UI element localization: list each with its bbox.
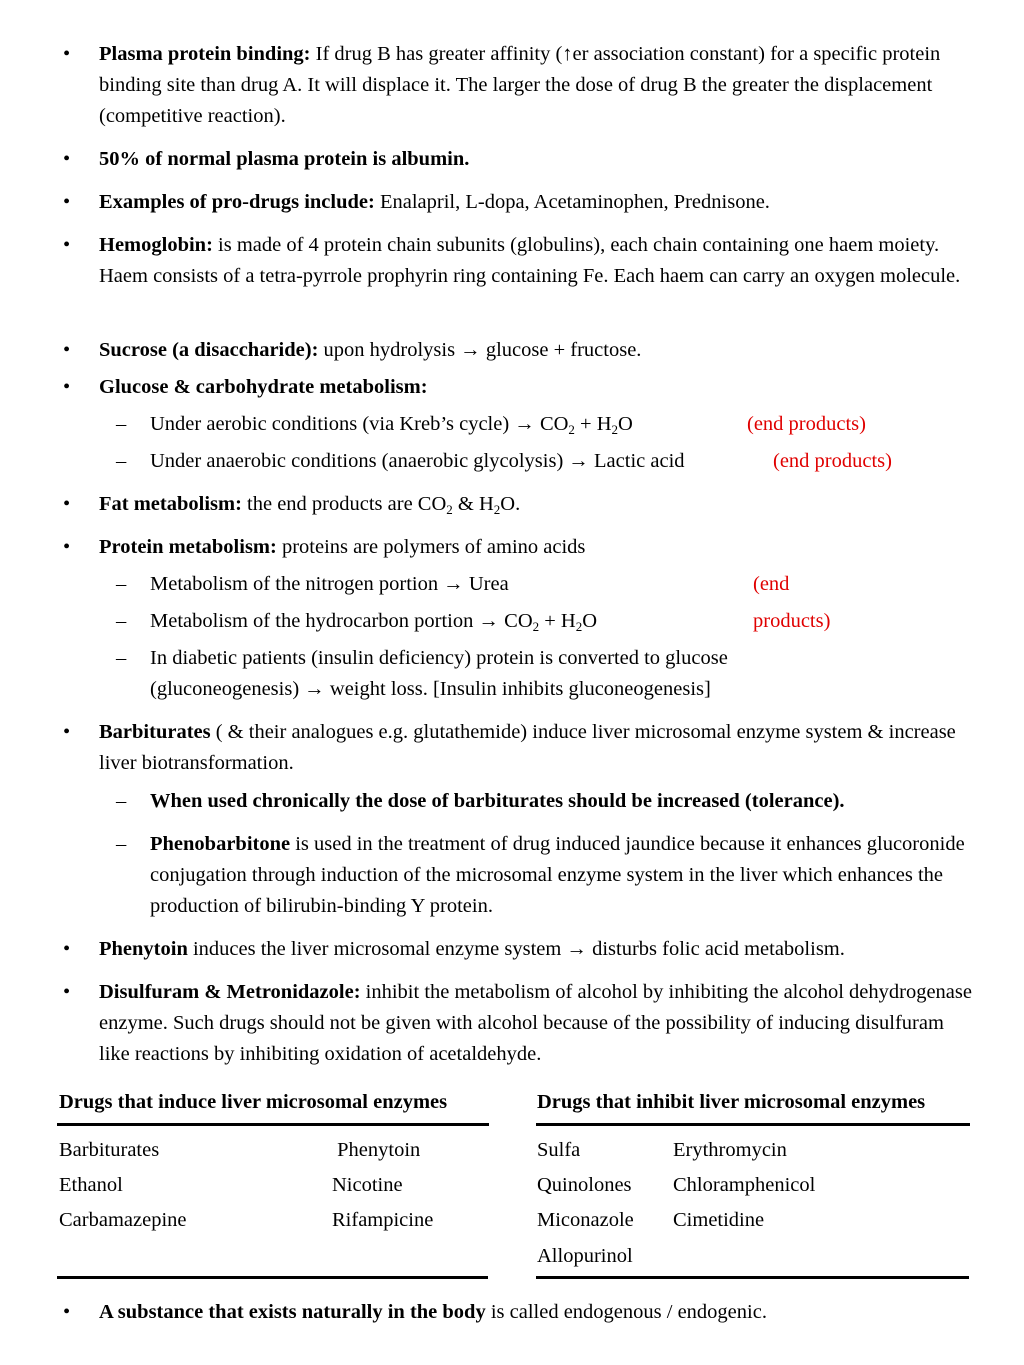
end-products-label: (end xyxy=(753,573,790,595)
dash-marker: – xyxy=(116,450,127,472)
bullet-marker: • xyxy=(63,493,71,515)
bullet-marker: • xyxy=(63,536,71,558)
end-products-label: (end products) xyxy=(773,450,892,472)
end-products-label: products) xyxy=(753,610,831,632)
sub-item-text: Phenobarbitone is used in the treatment of drug induced jaundice because it enhances glucoronide conjugation through induction of the microsomal enzyme system in the liver which enhances the production of bilirubin-binding Y protein. xyxy=(150,833,965,917)
table-cell: Sulfa xyxy=(537,1139,581,1161)
table-cell: Ethanol xyxy=(59,1174,123,1196)
sub-item-text: When used chronically the dose of barbiturates should be increased (tolerance). xyxy=(150,790,845,812)
dash-marker: – xyxy=(116,790,127,812)
dash-marker: – xyxy=(116,573,127,595)
up-arrow-icon: ↑ xyxy=(562,43,573,65)
bullet-text: Examples of pro-drugs include: Enalapril, L-dopa, Acetaminophen, Prednisone. xyxy=(99,191,770,213)
table-cell: Barbiturates xyxy=(59,1139,160,1161)
bullet-text: Disulfuram & Metronidazole: inhibit the metabolism of alcohol by inhibiting the alcohol dehydrogenase enzyme. Such drugs should not be given with alcohol because of the possibility of inducing disulfuram like reactions by inhibiting oxidation of acetaldehyde. xyxy=(99,981,972,1065)
bullet-text: Sucrose (a disaccharide): upon hydrolysis → glucose + fructose. xyxy=(99,339,642,361)
table-title: Drugs that inhibit liver microsomal enzymes xyxy=(537,1091,926,1113)
table-top-rule xyxy=(536,1123,970,1126)
table-cell: Cimetidine xyxy=(673,1209,765,1231)
bullet-marker: • xyxy=(63,43,71,65)
arrow-icon: → xyxy=(460,339,481,361)
arrow-icon: → xyxy=(568,450,589,472)
arrow-icon: → xyxy=(478,610,500,632)
table-cell: Nicotine xyxy=(332,1174,403,1196)
table-cell: Phenytoin xyxy=(332,1139,421,1161)
bullet-text: A substance that exists naturally in the body is called endogenous / endogenic. xyxy=(99,1301,767,1323)
bullet-marker: • xyxy=(63,234,71,256)
bullet-heading: Hemoglobin: xyxy=(99,234,213,256)
bullet-heading: Glucose & carbohydrate metabolism: xyxy=(99,376,428,398)
bullet-text: Hemoglobin: is made of 4 protein chain subunits (globulins), each chain containing one haem moiety. Haem consists of a tetra-pyrrole prophyrin ring containing Fe. Each haem can carry an oxygen molecule. xyxy=(99,234,961,287)
bullet-heading: Examples of pro-drugs include: xyxy=(99,191,375,213)
sub-item-text: Under anaerobic conditions (anaerobic glycolysis) → Lactic acid xyxy=(150,450,685,472)
bullet-marker: • xyxy=(63,1301,71,1323)
arrow-icon: → xyxy=(566,938,587,960)
table-cell: Chloramphenicol xyxy=(673,1174,816,1196)
bullet-heading: Protein metabolism: xyxy=(99,536,277,558)
bullet-text: Protein metabolism: proteins are polymers of amino acids xyxy=(99,536,586,558)
sub-item-heading: Phenobarbitone xyxy=(150,833,291,855)
bullet-text: Phenytoin induces the liver microsomal enzyme system → disturbs folic acid metabolism. xyxy=(99,938,845,960)
bullet-heading: Fat metabolism: xyxy=(99,493,242,515)
dash-marker: – xyxy=(116,833,127,855)
table-bottom-rule xyxy=(57,1276,488,1279)
bullet-text: Plasma protein binding: If drug B has greater affinity (↑er association constant) for a specific protein binding site than drug A. It will displace it. The larger the dose of drug B the greater the displacement (competitive reaction). xyxy=(99,43,941,127)
bullet-text: Fat metabolism: the end products are $CO_2$ & $H_2O$. xyxy=(99,493,521,517)
table-cell: Quinolones xyxy=(537,1174,632,1196)
bullet-heading: 50% of normal plasma protein is albumin. xyxy=(99,148,470,170)
table-cell: Miconazole xyxy=(537,1209,634,1231)
arrow-icon: → xyxy=(514,413,535,435)
table-bottom-rule xyxy=(536,1276,969,1279)
sub-item-text: Metabolism of the hydrocarbon portion → $CO_2 + H_2O$ xyxy=(150,610,598,634)
dash-marker: – xyxy=(116,413,127,435)
bullet-marker: • xyxy=(63,148,71,170)
bullet-heading: Sucrose (a disaccharide): xyxy=(99,339,319,361)
dash-marker: – xyxy=(116,610,127,632)
sub-item-text: Under aerobic conditions (via Kreb’s cycle) → $CO_2 + H_2O$ xyxy=(150,413,633,437)
bullet-heading: Plasma protein binding: xyxy=(99,43,311,65)
bullet-heading: Barbiturates xyxy=(99,721,211,743)
bullet-heading: Disulfuram & Metronidazole: xyxy=(99,981,361,1003)
sub-item-text: Metabolism of the nitrogen portion → Urea xyxy=(150,573,509,595)
table-title: Drugs that induce liver microsomal enzymes xyxy=(59,1091,448,1113)
arrow-icon: → xyxy=(443,573,464,595)
arrow-icon: → xyxy=(304,678,325,700)
table-top-rule xyxy=(57,1123,489,1126)
bullet-text xyxy=(99,372,979,403)
table-cell: Rifampicine xyxy=(332,1209,434,1231)
sub-item-text: In diabetic patients (insulin deficiency) protein is converted to glucose (gluconeogenesis) → weight loss. [Insulin inhibits gluconeogenesis] xyxy=(150,647,728,700)
bullet-marker: • xyxy=(63,721,71,743)
bullet-heading: Phenytoin xyxy=(99,938,188,960)
bullet-marker: • xyxy=(63,981,71,1003)
dash-marker: – xyxy=(116,647,127,669)
bullet-text xyxy=(99,144,979,175)
bullet-marker: • xyxy=(63,191,71,213)
bullet-heading: A substance that exists naturally in the body xyxy=(99,1301,486,1323)
bullet-marker: • xyxy=(63,339,71,361)
table-cell: Allopurinol xyxy=(537,1245,633,1267)
end-products-label: (end products) xyxy=(747,413,866,435)
bullet-marker: • xyxy=(63,938,71,960)
table-cell: Erythromycin xyxy=(673,1139,787,1161)
table-cell: Carbamazepine xyxy=(59,1209,187,1231)
bullet-marker: • xyxy=(63,376,71,398)
bullet-text: Barbiturates ( & their analogues e.g. glutathemide) induce liver microsomal enzyme system & increase liver biotransformation. xyxy=(99,721,956,774)
